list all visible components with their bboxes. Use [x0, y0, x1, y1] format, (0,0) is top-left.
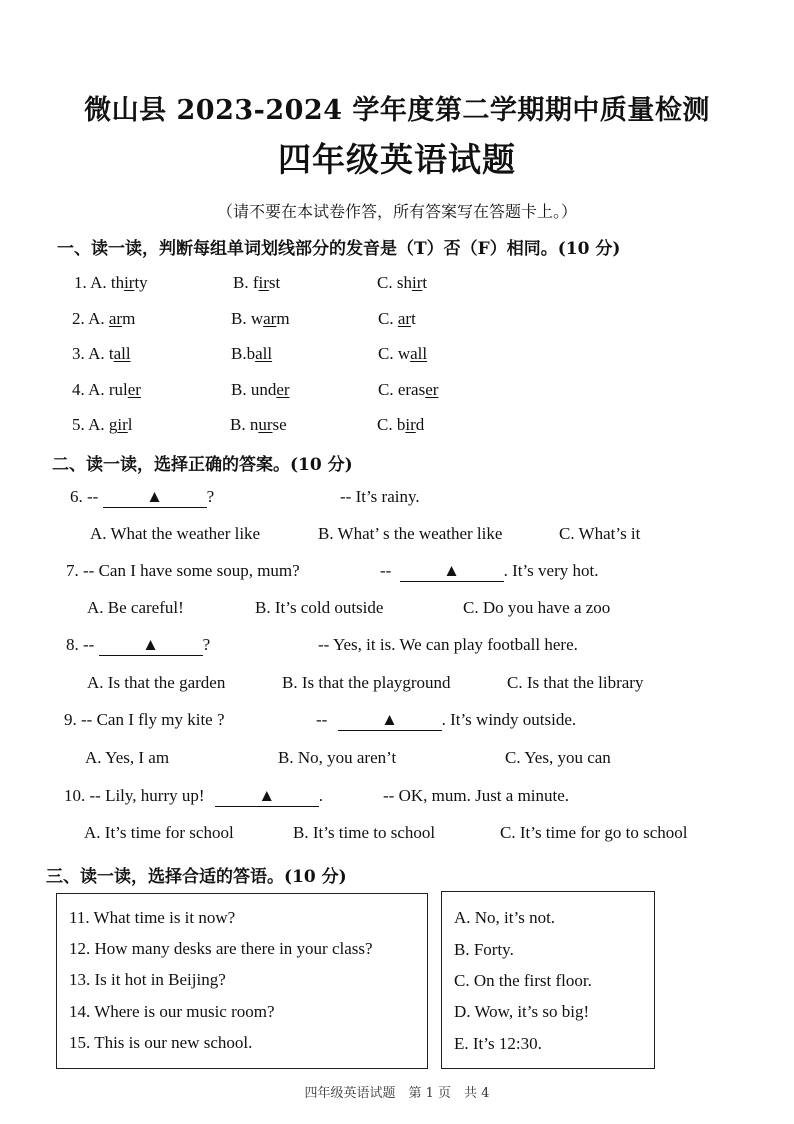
match-question-11: 11. What time is it now?: [69, 908, 236, 927]
option-a: A. girl: [88, 415, 133, 434]
match-question-14: 14. Where is our music room?: [69, 1002, 275, 1021]
s1-item-1-b: B. first: [233, 273, 281, 292]
question-8: 8. -- ▲ ?: [66, 635, 211, 654]
q7-option-c: C. Do you have a zoo: [463, 598, 611, 617]
s1-item-3-c: C. wall: [378, 344, 428, 363]
section2-heading: 二、读一读，选择正确的答案。(10 分): [52, 455, 353, 475]
s1-item-5: [72, 415, 132, 435]
q7-option-b: B. It’s cold outside: [255, 598, 384, 617]
s1-item-5-b: B. nurse: [230, 415, 287, 434]
question-7: 7. -- Can I have some soup, mum?: [66, 561, 300, 580]
item-number: 5.: [72, 415, 85, 434]
q6-option-c: C. What’s it: [559, 524, 641, 543]
option-a: A. arm: [88, 309, 136, 328]
triangle-icon: ▲: [381, 710, 398, 729]
section1-heading: 一、读一读，判断每组单词划线部分的发音是（T）否（F）相同。(10 分): [57, 239, 621, 259]
question-10-reply: -- OK, mum. Just a minute.: [383, 786, 570, 805]
q10-option-b: B. It’s time to school: [293, 823, 436, 842]
item-number: 2.: [72, 309, 85, 328]
exam-title-line1: 微山县 2023-2024 学年度第二学期期中质量检测: [84, 95, 710, 126]
answer-blank: [215, 786, 319, 807]
s1-item-4-b: B. under: [231, 380, 290, 399]
option-a: A. tall: [88, 344, 131, 363]
q8-option-a: A. Is that the garden: [87, 673, 226, 692]
triangle-icon: ▲: [443, 561, 460, 580]
answer-blank: [338, 710, 442, 731]
q6-option-a: A. What the weather like: [90, 524, 261, 543]
question-6: 6. -- ▲ ?: [70, 487, 215, 506]
s1-item-3-b: B.ball: [231, 344, 273, 363]
match-question-12: 12. How many desks are there in your class?: [69, 939, 373, 958]
s1-item-1-c: C. shirt: [377, 273, 428, 292]
answer-blank: [103, 487, 207, 508]
answer-blank: [400, 561, 504, 582]
match-answer-d: D. Wow, it’s so big!: [454, 1002, 590, 1021]
s1-item-4-c: C. eraser: [378, 380, 439, 399]
match-question-15: 15. This is our new school.: [69, 1033, 253, 1052]
item-number: 4.: [72, 380, 85, 399]
exam-title-line2: 四年级英语试题: [278, 140, 516, 179]
question-9: 9. -- Can I fly my kite ?: [64, 710, 225, 729]
instruction-note: （请不要在本试卷作答，所有答案写在答题卡上。）: [216, 202, 577, 221]
match-answer-e: E. It’s 12:30.: [454, 1034, 542, 1053]
option-a: A. ruler: [88, 380, 141, 399]
triangle-icon: ▲: [142, 635, 159, 654]
q8-option-b: B. Is that the playground: [282, 673, 451, 692]
q9-option-c: C. Yes, you can: [505, 748, 611, 767]
triangle-icon: ▲: [258, 786, 276, 805]
s1-item-1: [74, 273, 148, 293]
item-number: 1.: [74, 273, 87, 292]
q10-option-c: C. It’s time for go to school: [500, 823, 688, 842]
q6-option-b: B. What’ s the weather like: [318, 524, 503, 543]
q9-option-b: B. No, you aren’t: [278, 748, 397, 767]
s1-item-2: [72, 309, 135, 329]
question-10: 10. -- Lily, hurry up! ▲ .: [64, 786, 324, 805]
triangle-icon: ▲: [146, 487, 163, 506]
section3-heading: 三、读一读，选择合适的答语。(10 分): [46, 867, 347, 887]
match-answer-a: A. No, it’s not.: [454, 908, 556, 927]
q8-option-c: C. Is that the library: [507, 673, 644, 692]
s1-item-4: [72, 380, 141, 400]
option-a: A. thirty: [90, 273, 148, 292]
q7-option-a: A. Be careful!: [87, 598, 184, 617]
page-footer: 四年级英语试题 第 1 页 共 4: [304, 1086, 490, 1101]
s1-item-2-c: C. art: [378, 309, 416, 328]
answer-blank: [99, 635, 203, 656]
q9-option-a: A. Yes, I am: [85, 748, 170, 767]
question-7-reply: -- ▲ . It’s very hot.: [380, 561, 599, 580]
question-8-reply: -- Yes, it is. We can play football here.: [318, 635, 578, 654]
question-9-reply: -- ▲ . It’s windy outside.: [316, 710, 577, 729]
question-6-reply: -- It’s rainy.: [340, 487, 420, 506]
s1-item-3: [72, 344, 131, 364]
match-answer-b: B. Forty.: [454, 940, 514, 959]
match-question-13: 13. Is it hot in Beijing?: [69, 970, 226, 989]
item-number: 3.: [72, 344, 85, 363]
match-answer-c: C. On the first floor.: [454, 971, 592, 990]
s1-item-5-c: C. bird: [377, 415, 425, 434]
s1-item-2-b: B. warm: [231, 309, 290, 328]
q10-option-a: A. It’s time for school: [84, 823, 234, 842]
